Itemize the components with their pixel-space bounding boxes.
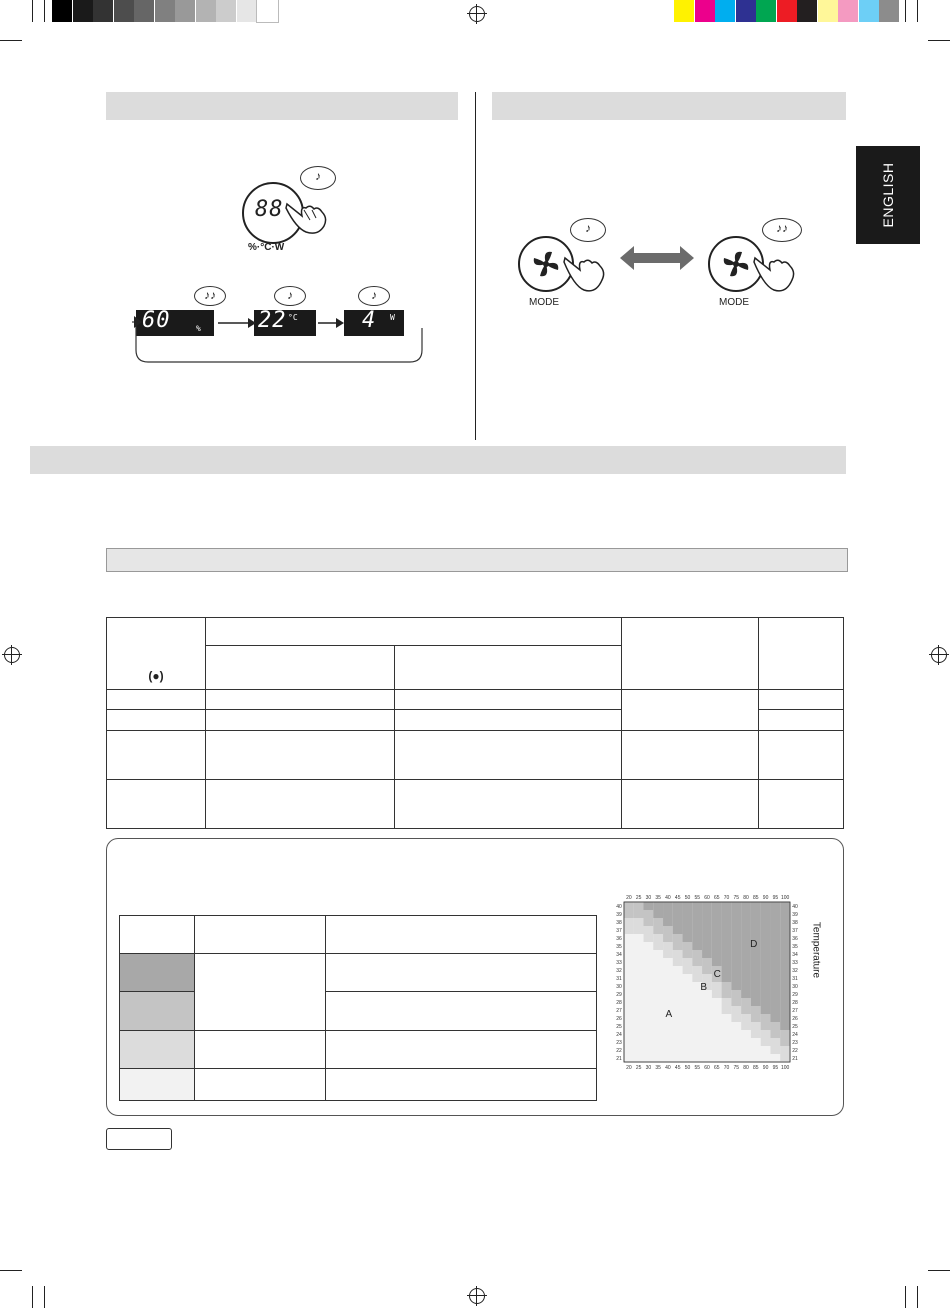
sound-bubble: ♪ xyxy=(570,218,606,242)
mode-label: MODE xyxy=(529,297,559,308)
chart-region-d-cell xyxy=(644,902,654,910)
y-tick-label-right: 32 xyxy=(792,968,798,974)
x-tick-label-top: 25 xyxy=(635,895,642,901)
color-swatch xyxy=(52,0,73,22)
chart-region-d-cell xyxy=(692,902,702,950)
color-swatch xyxy=(674,0,695,22)
x-tick-label-bottom: 65 xyxy=(713,1065,720,1071)
table-header-cell xyxy=(622,618,759,690)
sound-bubble: ♪♪ xyxy=(194,286,226,306)
x-tick-label-top: 75 xyxy=(733,895,740,901)
x-tick-label-bottom: 70 xyxy=(723,1065,730,1071)
x-tick-label-top: 55 xyxy=(694,895,701,901)
y-tick-label-left: 35 xyxy=(616,944,622,950)
table-header-cell xyxy=(759,618,844,690)
x-tick-label-top: 65 xyxy=(713,895,720,901)
x-tick-label-top: 60 xyxy=(704,895,710,901)
x-tick-label-top: 40 xyxy=(665,895,671,901)
x-tick-label-bottom: 85 xyxy=(753,1065,759,1071)
legend-swatch-d xyxy=(120,954,195,992)
display-units-label: %·°C·W xyxy=(248,242,285,253)
y-tick-label-right: 27 xyxy=(792,1008,798,1014)
crop-mark xyxy=(905,1286,906,1308)
y-tick-label-right: 37 xyxy=(792,928,798,934)
crop-mark xyxy=(917,1286,918,1308)
zone-chart xyxy=(614,892,800,1072)
registration-mark-icon xyxy=(469,1288,485,1304)
y-tick-label-left: 33 xyxy=(616,960,622,966)
chart-region-d-cell xyxy=(683,902,693,942)
x-tick-label-top: 100 xyxy=(780,895,790,901)
y-tick-label-right: 26 xyxy=(792,1016,798,1022)
color-swatch xyxy=(695,0,716,22)
y-tick-label-right: 21 xyxy=(792,1056,798,1062)
color-swatch xyxy=(216,0,237,22)
x-tick-label-bottom: 60 xyxy=(704,1065,710,1071)
color-swatch xyxy=(797,0,818,22)
y-tick-label-left: 36 xyxy=(616,936,622,942)
x-tick-label-top: 30 xyxy=(645,895,652,901)
color-swatch xyxy=(838,0,859,22)
chart-region-d-cell xyxy=(731,902,741,990)
legend-swatch-b xyxy=(120,1030,195,1068)
y-tick-label-left: 39 xyxy=(616,912,622,918)
y-tick-label-left: 27 xyxy=(616,1008,622,1014)
crop-mark xyxy=(917,0,918,22)
color-swatch xyxy=(756,0,777,22)
column-divider xyxy=(475,92,476,440)
y-tick-label-right: 30 xyxy=(792,984,798,990)
y-tick-label-left: 29 xyxy=(616,992,622,998)
sound-bubble: ♪ xyxy=(300,166,336,190)
y-tick-label-right: 33 xyxy=(792,960,798,966)
table-header-cell xyxy=(206,618,622,646)
table-header-cell xyxy=(206,646,395,690)
chart-region-d-cell xyxy=(663,902,673,926)
color-swatch xyxy=(114,0,135,22)
chart-region-c-cell xyxy=(634,902,644,918)
color-swatch xyxy=(155,0,176,22)
x-tick-label-top: 85 xyxy=(753,895,759,901)
color-swatch xyxy=(93,0,114,22)
sequence-arrows xyxy=(126,310,428,366)
y-tick-label-right: 34 xyxy=(792,952,798,958)
y-tick-label-left: 40 xyxy=(616,904,622,910)
chart-region-label: A xyxy=(665,1009,673,1021)
mode-label: MODE xyxy=(719,297,749,308)
chart-region-label: D xyxy=(750,938,758,950)
y-tick-label-left: 23 xyxy=(616,1040,622,1046)
table-row xyxy=(107,690,844,710)
y-tick-label-left: 34 xyxy=(616,952,622,958)
sound-bubble: ♪♪ xyxy=(762,218,802,242)
crop-mark xyxy=(32,1286,33,1308)
crop-mark xyxy=(905,0,906,22)
table-row xyxy=(107,779,844,828)
table-row xyxy=(107,730,844,779)
y-tick-label-left: 22 xyxy=(616,1048,622,1054)
y-tick-label-right: 38 xyxy=(792,920,798,926)
section-header-right xyxy=(492,92,846,120)
x-tick-label-bottom: 50 xyxy=(684,1065,691,1071)
x-tick-label-top: 70 xyxy=(723,895,730,901)
registration-mark-icon xyxy=(469,6,485,22)
registration-mark-icon xyxy=(931,647,947,663)
x-tick-label-top: 95 xyxy=(772,895,779,901)
y-tick-label-right: 22 xyxy=(792,1048,798,1054)
chart-region-d-cell xyxy=(761,902,771,1014)
y-tick-label-left: 37 xyxy=(616,928,622,934)
chart-region-d-cell xyxy=(780,902,790,1030)
y-tick-label-left: 21 xyxy=(616,1056,622,1062)
x-tick-label-bottom: 30 xyxy=(645,1065,652,1071)
section-header-left xyxy=(106,92,458,120)
y-tick-label-left: 26 xyxy=(616,1016,622,1022)
sound-bubble: ♪ xyxy=(358,286,390,306)
language-tab xyxy=(856,146,920,244)
crop-mark xyxy=(0,1270,22,1271)
x-tick-label-bottom: 95 xyxy=(772,1065,779,1071)
x-tick-label-bottom: 90 xyxy=(762,1065,769,1071)
color-swatch xyxy=(175,0,196,22)
y-tick-label-left: 28 xyxy=(616,1000,622,1006)
legend-table xyxy=(119,915,597,1101)
x-tick-label-bottom: 45 xyxy=(674,1065,681,1071)
zone-chart-svg xyxy=(614,892,800,1072)
crop-mark xyxy=(928,1270,950,1271)
section-header-full xyxy=(30,446,846,474)
color-swatch xyxy=(134,0,155,22)
display-wind: 4 W xyxy=(344,310,404,336)
x-tick-label-bottom: 35 xyxy=(655,1065,661,1071)
color-swatch xyxy=(736,0,757,22)
x-tick-label-top: 45 xyxy=(674,895,681,901)
chart-region-d-cell xyxy=(653,902,663,918)
crop-mark xyxy=(0,40,22,41)
y-tick-label-right: 31 xyxy=(792,976,798,982)
y-tick-label-right: 35 xyxy=(792,944,798,950)
x-tick-label-bottom: 55 xyxy=(694,1065,701,1071)
x-tick-label-bottom: 20 xyxy=(626,1065,632,1071)
chart-region-d-cell xyxy=(673,902,683,934)
pointing-hand-icon xyxy=(560,250,610,301)
display-temperature: 22 °C xyxy=(254,310,316,336)
note-tag xyxy=(106,1128,172,1150)
chart-region-d-cell xyxy=(741,902,751,998)
color-swatch xyxy=(818,0,839,22)
x-tick-label-top: 80 xyxy=(743,895,749,901)
x-tick-label-bottom: 25 xyxy=(635,1065,642,1071)
x-tick-label-top: 20 xyxy=(626,895,632,901)
color-swatch xyxy=(715,0,736,22)
color-swatch xyxy=(777,0,798,22)
chart-region-label: B xyxy=(700,982,708,993)
y-tick-label-right: 28 xyxy=(792,1000,798,1006)
y-tick-label-left: 32 xyxy=(616,968,622,974)
sound-bubble: ♪ xyxy=(274,286,306,306)
y-tick-label-left: 38 xyxy=(616,920,622,926)
color-swatch xyxy=(196,0,217,22)
pointing-hand-icon xyxy=(750,250,800,301)
x-tick-label-bottom: 75 xyxy=(733,1065,740,1071)
y-tick-label-left: 25 xyxy=(616,1024,622,1030)
y-tick-label-right: 25 xyxy=(792,1024,798,1030)
y-tick-label-right: 40 xyxy=(792,904,798,910)
chart-region-d-cell xyxy=(722,902,732,982)
x-tick-label-bottom: 80 xyxy=(743,1065,749,1071)
color-swatch xyxy=(257,0,278,22)
color-swatch xyxy=(73,0,94,22)
registration-mark-icon xyxy=(4,647,20,663)
y-tick-label-left: 30 xyxy=(616,984,622,990)
language-tab-label: ENGLISH xyxy=(880,162,896,228)
chart-region-c-cell xyxy=(624,902,634,918)
y-tick-label-right: 36 xyxy=(792,936,798,942)
chart-region-d-cell xyxy=(751,902,761,1006)
chart-region-d-cell xyxy=(770,902,780,1022)
chart-side-label: Temperature xyxy=(810,921,822,979)
y-tick-label-right: 39 xyxy=(792,912,798,918)
legend-swatch-a xyxy=(120,1068,195,1100)
double-arrow-icon xyxy=(620,244,694,272)
y-tick-label-right: 29 xyxy=(792,992,798,998)
table-header-cell xyxy=(395,646,622,690)
display-humidity: 60 % xyxy=(136,310,214,336)
x-tick-label-top: 50 xyxy=(684,895,691,901)
data-table xyxy=(106,617,844,829)
chart-side-label-wrap xyxy=(806,920,826,990)
x-tick-label-top: 35 xyxy=(655,895,661,901)
color-swatch xyxy=(237,0,258,22)
x-tick-label-bottom: 100 xyxy=(780,1065,790,1071)
display-digits: 88 xyxy=(255,197,284,222)
y-tick-label-left: 31 xyxy=(616,976,622,982)
color-swatch xyxy=(879,0,900,22)
crop-mark xyxy=(44,1286,45,1308)
crop-mark xyxy=(32,0,33,22)
chart-region-d-cell xyxy=(702,902,712,958)
subsection-bar xyxy=(106,548,848,572)
y-tick-label-left: 24 xyxy=(616,1032,622,1038)
crop-mark xyxy=(928,40,950,41)
pointing-hand-icon xyxy=(282,196,332,232)
chart-region-label: C xyxy=(713,969,721,981)
y-tick-label-right: 24 xyxy=(792,1032,798,1038)
x-tick-label-top: 90 xyxy=(762,895,769,901)
chart-region-d-cell xyxy=(712,902,722,966)
legend-swatch-c xyxy=(120,992,195,1030)
crop-mark xyxy=(44,0,45,22)
color-swatch xyxy=(859,0,880,22)
y-tick-label-right: 23 xyxy=(792,1040,798,1046)
x-tick-label-bottom: 40 xyxy=(665,1065,671,1071)
table-header-symbol: (●) xyxy=(107,618,206,690)
